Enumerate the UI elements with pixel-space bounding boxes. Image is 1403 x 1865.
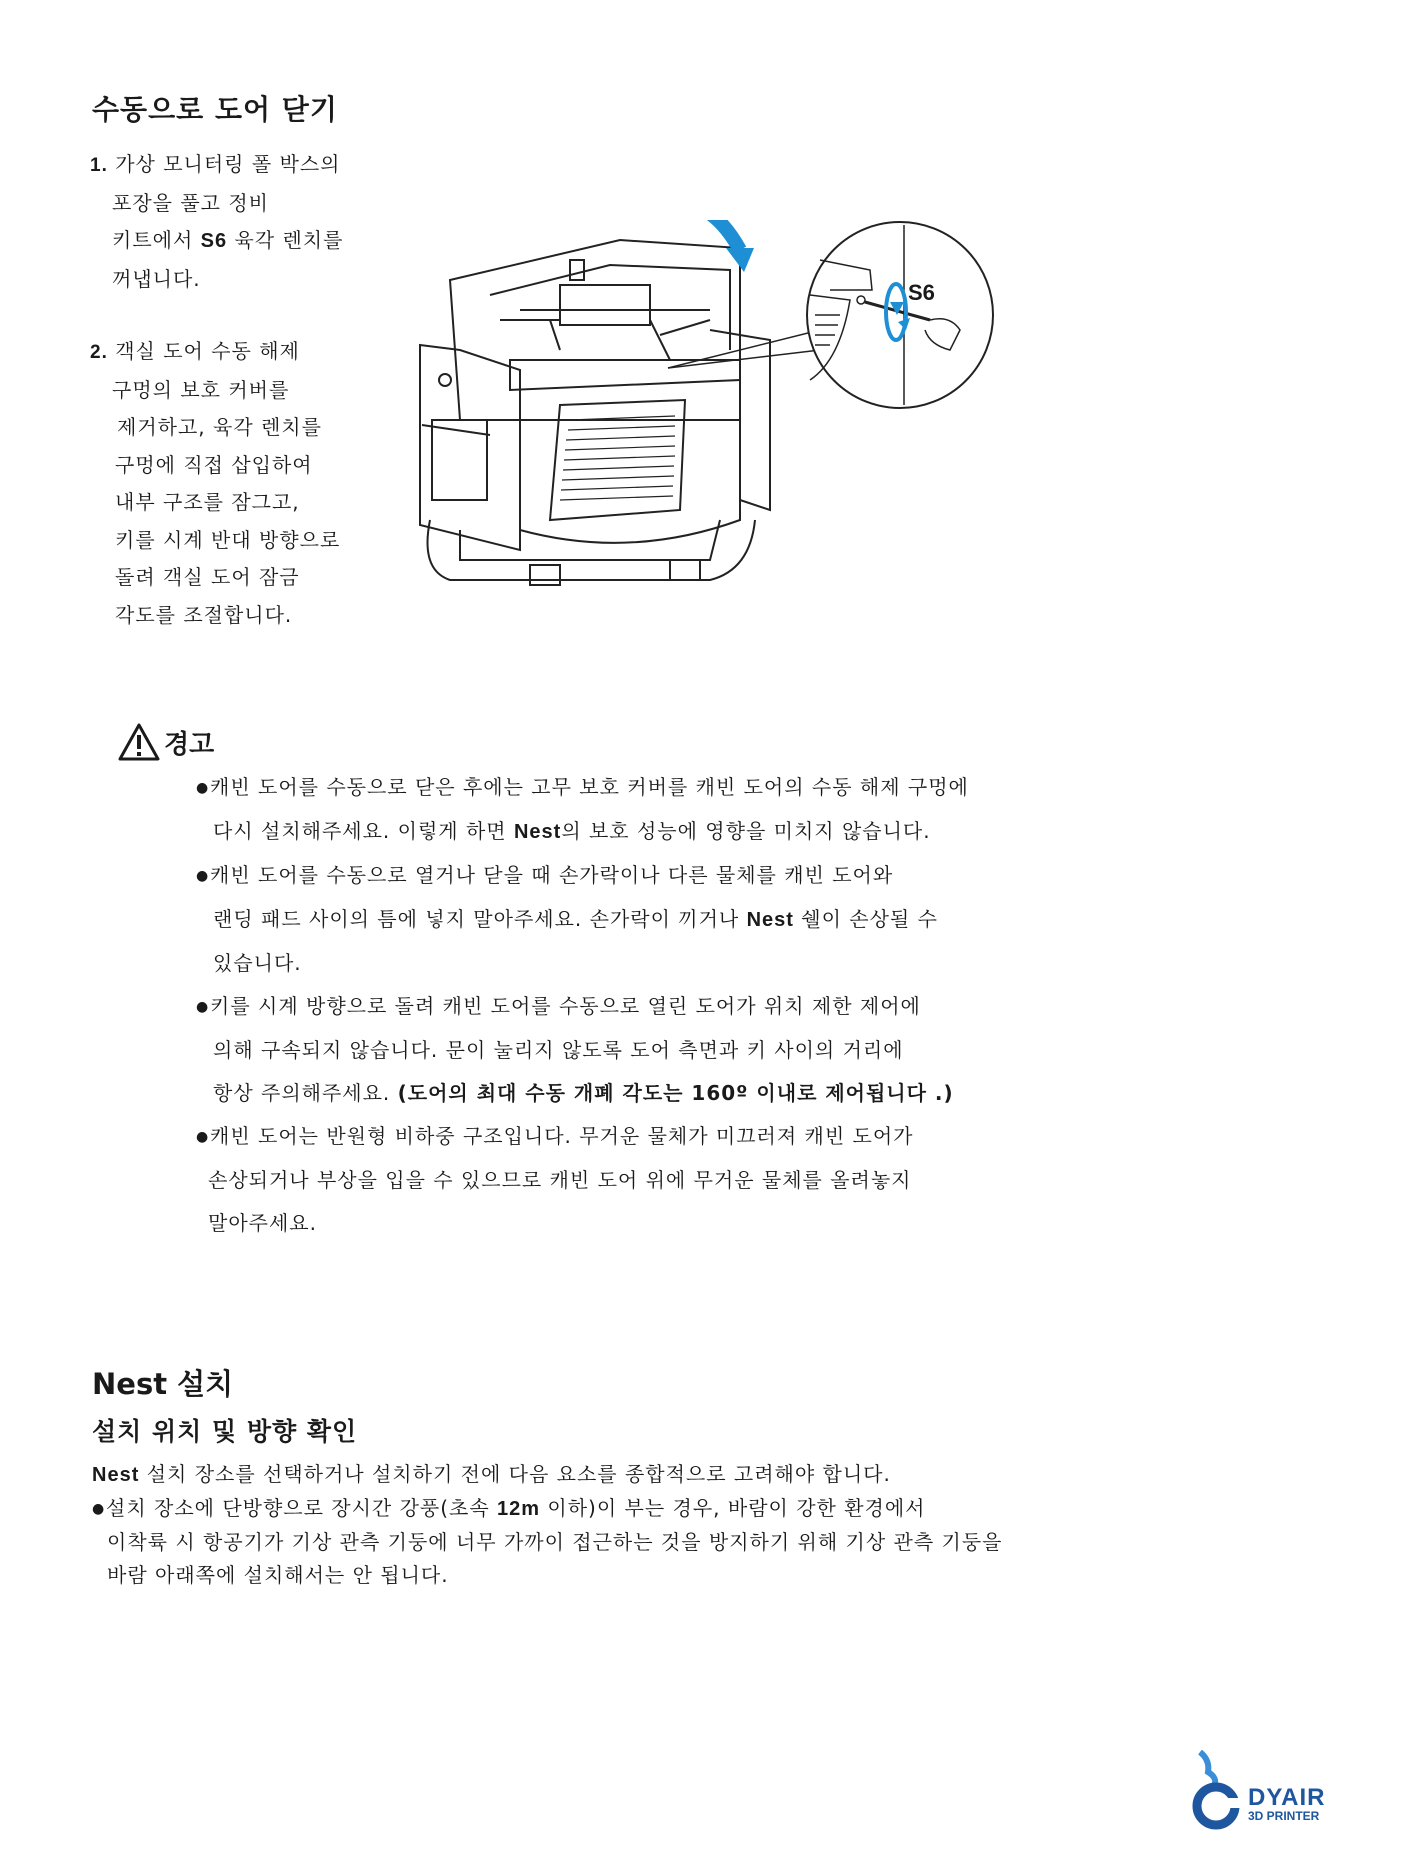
- step-text: 제거하고, 육각 렌치를: [117, 415, 322, 439]
- step-text: 돌려 객실 도어 잠금: [115, 565, 300, 589]
- step-text: 구멍에 직접 삽입하여: [115, 452, 313, 477]
- step-text: 포장을 풀고 정비: [112, 190, 269, 215]
- warning-text: 있습니다.: [213, 951, 302, 975]
- nest-enclosure-illustration: [410, 220, 1150, 660]
- warning-text: 캐빈 도어를 수동으로 닫은 후에는 고무 보호 커버를 캐빈 도어의 수동 해제 구멍에: [210, 775, 969, 799]
- step-text: 내부 구조를 잠그고,: [115, 490, 300, 514]
- dragon-logo-icon: [1188, 1750, 1248, 1830]
- product-name: Nest: [513, 821, 562, 843]
- step-1: [90, 146, 343, 298]
- step-2: [90, 333, 340, 634]
- step-text: 객실 도어 수동 해제: [115, 339, 300, 363]
- section-title-nest-install: [92, 1362, 233, 1403]
- install-bullet: ●설치 장소에 단방향으로 장시간 강풍(초속 12m 이하)이 부는 경우, 바람이 강한 환경에서: [92, 1496, 926, 1520]
- step-text: 가상 모니터링 폴 박스의: [115, 152, 341, 176]
- step-text: 구멍의 보호 커버를: [112, 377, 290, 402]
- step-text: 육각 렌치를: [227, 228, 344, 252]
- intro-text: 설치 장소를 선택하거나 설치하기 전에 다음 요소를 종합적으로 고려해야 합니다.: [139, 1462, 891, 1486]
- warning-item: ●캐빈 도어는 반원형 비하중 구조입니다. 무거운 물체가 미끄러져 캐빈 도어가: [196, 1124, 914, 1148]
- product-name: Nest: [746, 909, 794, 931]
- logo-tagline: 3D PRINTER: [1248, 1809, 1320, 1823]
- subsection-title-location: 설치 위치 및 방향 확인: [92, 1417, 358, 1446]
- warning-text: 의 보호 성능에 영향을 미치지 않습니다.: [561, 819, 931, 843]
- logo-name: DYAIR: [1248, 1784, 1326, 1811]
- max-angle-note: (도어의 최대 수동 개폐 각도는 160º 이내로 제어됩니다 .): [397, 1081, 954, 1105]
- section-title-manual-close: 수동으로 도어 닫기: [92, 93, 338, 126]
- warning-item: ●캐빈 도어를 수동으로 열거나 닫을 때 손가락이나 다른 물체를 캐빈 도어와: [196, 863, 894, 887]
- warning-text: 랜딩 패드 사이의 틈에 넣지 말아주세요. 손가락이 끼거나: [213, 907, 747, 931]
- bullet-text: 이착륙 시 항공기가 기상 관측 기둥에 너무 가까이 접근하는 것을 방지하기 위해 기상 관측 기둥을: [107, 1530, 1003, 1554]
- warning-text: 다시 설치해주세요. 이렇게 하면: [213, 819, 514, 843]
- warning-text: 항상 주의해주세요.: [213, 1081, 398, 1105]
- warning-list: [196, 766, 969, 1245]
- warning-text: 손상되거나 부상을 입을 수 있으므로 캐빈 도어 위에 무거운 물체를 올려놓지: [208, 1168, 912, 1192]
- step-number: 2.: [90, 342, 108, 363]
- step-text: 키를 시계 반대 방향으로: [115, 527, 341, 552]
- warning-item: ●키를 시계 방향으로 돌려 캐빈 도어를 수동으로 열린 도어가 위치 제한 제어에: [196, 994, 921, 1018]
- wrench-size-label: S6: [200, 230, 228, 252]
- wind-speed-value: 12m: [497, 1498, 541, 1520]
- warning-text: 캐빈 도어를 수동으로 열거나 닫을 때 손가락이나 다른 물체를 캐빈 도어와: [210, 863, 894, 887]
- bullet-text: 설치 장소에 단방향으로 장시간 강풍(초속: [106, 1496, 498, 1520]
- warning-item: ●캐빈 도어를 수동으로 닫은 후에는 고무 보호 커버를 캐빈 도어의 수동 해제 구멍에: [196, 775, 969, 799]
- product-name: Nest: [92, 1464, 140, 1486]
- intro-paragraph: [92, 1458, 1002, 1492]
- zoom-detail-circle: [807, 222, 993, 408]
- step-text: 각도를 조절합니다.: [115, 602, 293, 627]
- dyair-logo: [1188, 1750, 1348, 1830]
- warning-text: 캐빈 도어는 반원형 비하중 구조입니다. 무거운 물체가 미끄러져 캐빈 도어가: [210, 1124, 914, 1148]
- warning-text: 키를 시계 방향으로 돌려 캐빈 도어를 수동으로 열린 도어가 위치 제한 제어에: [210, 994, 921, 1018]
- section-title-text: Nest 설치: [92, 1367, 234, 1401]
- warning-text: 쉘이 손상될 수: [793, 907, 938, 931]
- bullet-text: 바람 아래쪽에 설치해서는 안 됩니다.: [107, 1563, 449, 1587]
- nest-door-figure: [410, 220, 1150, 660]
- step-text: 꺼냅니다.: [112, 266, 201, 291]
- wrench-size-callout: S6: [908, 280, 935, 305]
- warning-text: 말아주세요.: [208, 1211, 317, 1235]
- warning-triangle-icon: [118, 722, 160, 762]
- install-body: [92, 1458, 1002, 1592]
- warning-text: 의해 구속되지 않습니다. 문이 눌리지 않도록 도어 측면과 키 사이의 거리에: [213, 1038, 904, 1062]
- warning-title: 경고: [164, 729, 215, 760]
- step-text: 키트에서: [112, 228, 201, 252]
- warning-heading: [118, 722, 214, 762]
- step-number: 1.: [90, 155, 108, 176]
- bullet-text: 이하)이 부는 경우, 바람이 강한 환경에서: [540, 1496, 926, 1520]
